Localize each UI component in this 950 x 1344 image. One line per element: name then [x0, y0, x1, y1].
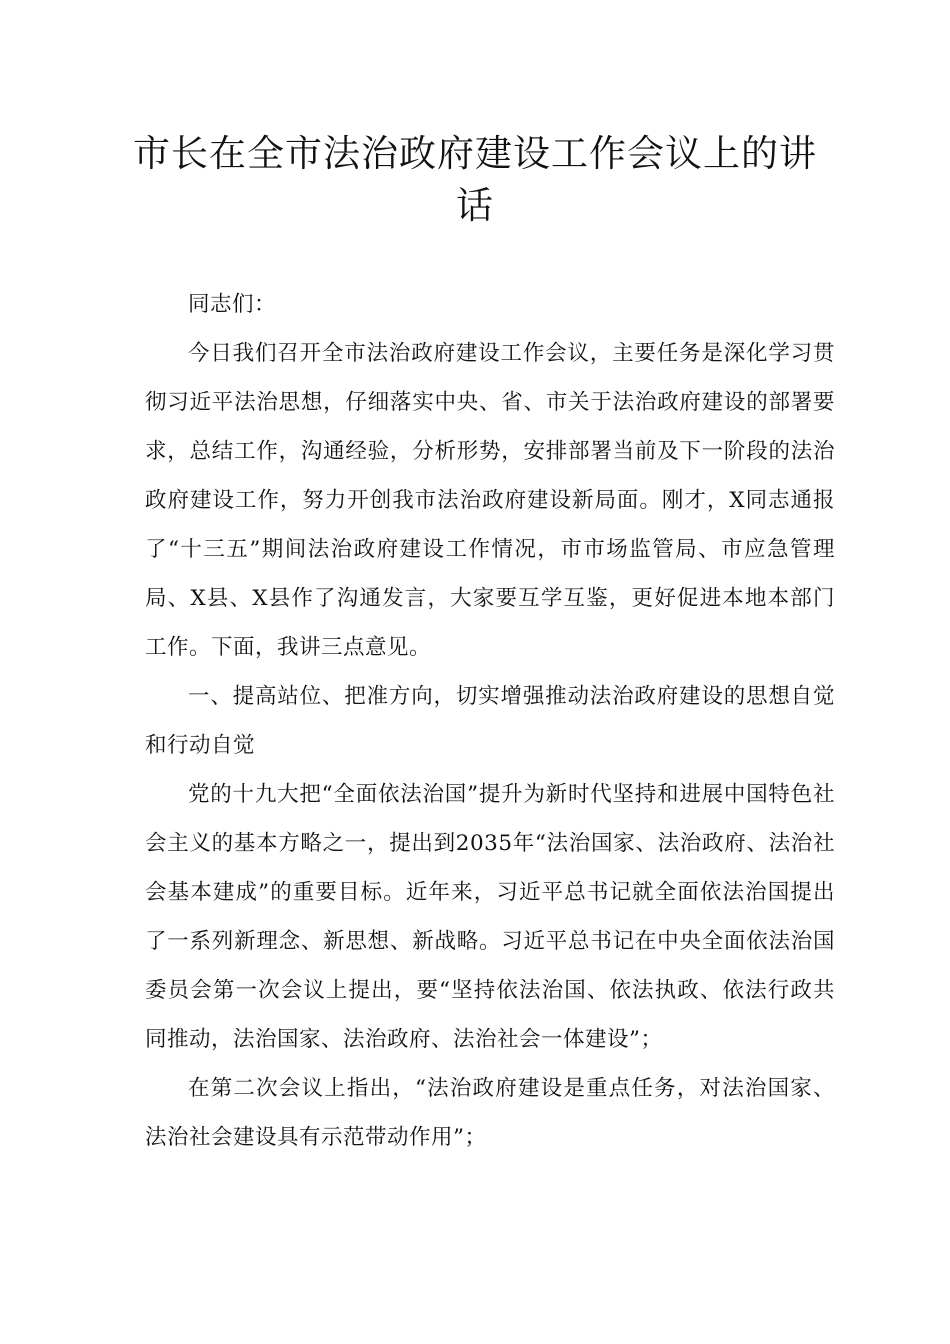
document-title: 市长在全市法治政府建设工作会议上的讲话: [133, 132, 817, 227]
salutation-paragraph: 同志们：: [188, 292, 277, 317]
section-heading-1: 一、提高站位、把准方向，切实增强推动法治政府建设的思想自觉和行动自觉: [145, 684, 835, 758]
intro-paragraph: 今日我们召开全市法治政府建设工作会议，主要任务是深化学习贯彻习近平法治思想，仔细落实中央、省、市关于法治政府建设的部署要求，总结工作，沟通经验，分析形势，安排部署当前及下一阶段的法治政府建设工作，努力开创我市法治政府建设新局面。刚才，X同志通报了“十三五”期间法治政府建设工作情况，市市场监管局、市应急管理局、X县、X县作了沟通发言，大家要互学互鉴，更好促进本地本部门工作。下面，我讲三点意见。: [145, 341, 835, 660]
body-paragraph: 党的十九大把“全面依法治国”提升为新时代坚持和进展中国特色社会主义的基本方略之一，提出到2035年“法治国家、法治政府、法治社会基本建成”的重要目标。近年来，习近平总书记就全面依法治国提出了一系列新理念、新思想、新战略。习近平总书记在中央全面依法治国委员会第一次会议上提出，要“坚持依法治国、依法执政、依法行政共同推动，法治国家、法治政府、法治社会一体建设”；: [145, 782, 835, 1052]
body-paragraph: 在第二次会议上指出，“法治政府建设是重点任务，对法治国家、法治社会建设具有示范带动作用”；: [145, 1076, 835, 1150]
document-body: [145, 280, 835, 1162]
